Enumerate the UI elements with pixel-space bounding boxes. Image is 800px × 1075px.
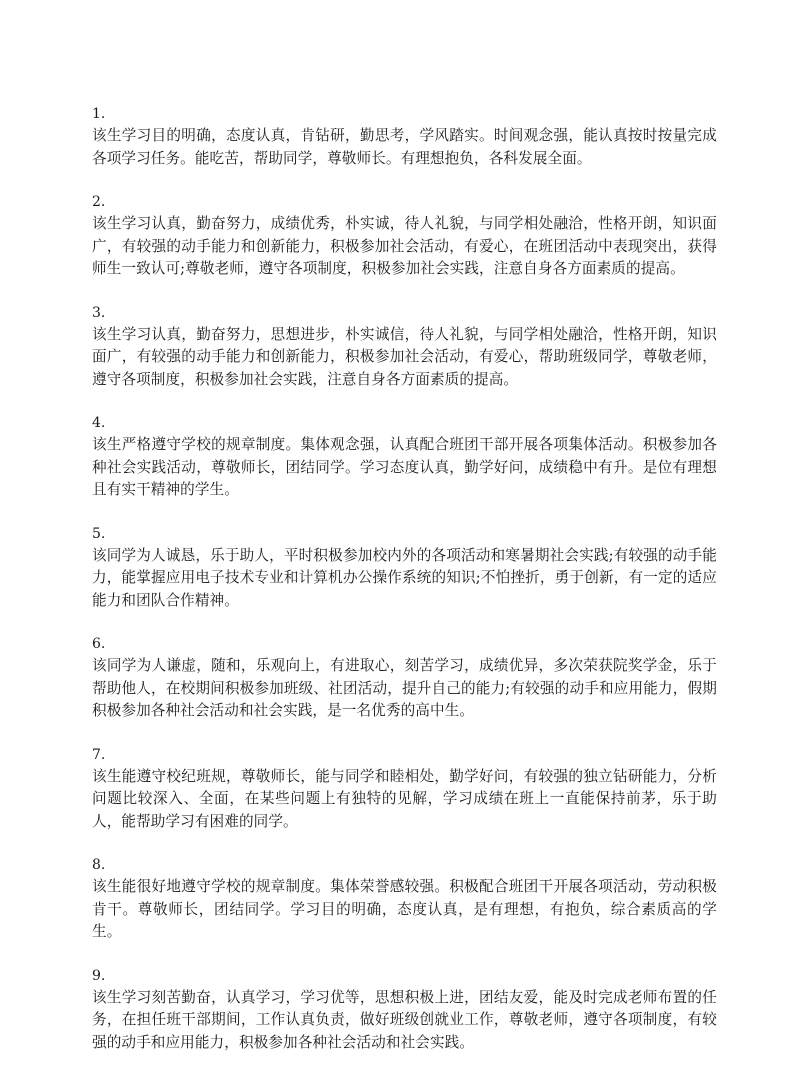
comment-entry-7 [92,744,717,834]
comment-entry-2 [92,191,717,281]
entry-text: 该生学习目的明确，态度认真，肯钻研，勤思考，学风踏实。时间观念强，能认真按时按量完成各项学习任务。能吃苦，帮助同学，尊敬师长。有理想抱负，各科发展全面。 [92,127,717,167]
entry-number: 2. [92,194,106,210]
comment-entry-4 [92,412,717,502]
entry-text: 该生能遵守校纪班规，尊敬师长，能与同学和睦相处，勤学好问，有较强的独立钻研能力，分析问题比较深入、全面，在某些问题上有独特的见解，学习成绩在班上一直能保持前茅，乐于助人，能帮助学习有困难的同学。 [92,767,717,830]
comment-entry-5 [92,523,717,613]
entry-number: 3. [92,304,106,321]
comment-entry-3 [92,302,717,392]
entry-number: 6. [92,636,106,652]
entry-text: 该生学习认真，勤奋努力，思想进步，朴实诚信，待人礼貌，与同学相处融洽，性格开朗，知识面广，有较强的动手能力和创新能力，积极参加社会活动，有爱心，帮助班级同学，尊敬老师，遵守各项制度，积极参加社会实践，注意自身各方面素质的提高。 [92,325,717,388]
entry-text: 该生严格遵守学校的规章制度。集体观念强，认真配合班团干部开展各项集体活动。积极参加各种社会实践活动，尊敬师长，团结同学。学习态度认真，勤学好问，成绩稳中有升。是位有理想且有实干精神的学生。 [92,436,717,498]
comment-entry-6 [92,633,717,723]
entry-text: 该生能很好地遵守学校的规章制度。集体荣誉感较强。积极配合班团干开展各项活动，劳动积极肯干。尊敬师长，团结同学。学习目的明确，态度认真，是有理想，有抱负，综合素质高的学生。 [92,878,717,940]
entry-number: 9. [92,967,106,984]
entry-text: 该生学习认真，勤奋努力，成绩优秀，朴实诚，待人礼貌，与同学相处融洽，性格开朗，知识面广，有较强的动手能力和创新能力，积极参加社会活动，有爱心，在班团活动中表现突出，获得师生一致认可;尊敬老师，遵守各项制度，积极参加社会实践，注意自身各方面素质的提高。 [92,215,717,277]
entry-text: 该同学为人谦虚，随和，乐观向上，有进取心，刻苦学习，成绩优异，多次荣获院奖学金，乐于帮助他人，在校期间积极参加班级、社团活动，提升自己的能力;有较强的动手和应用能力，假期积极参加各种社会活动和社会实践，是一名优秀的高中生。 [92,657,717,719]
comment-entry-1 [92,103,717,170]
document-page [92,103,717,1075]
comment-entry-9 [92,965,717,1055]
entry-number: 8. [92,857,106,873]
entry-number: 1. [92,106,106,122]
entry-number: 7. [92,746,106,763]
comment-entry-8 [92,854,717,944]
entry-text: 该生学习刻苦勤奋，认真学习，学习优等，思想积极上进，团结友爱，能及时完成老师布置的任务，在担任班干部期间，工作认真负责，做好班级创就业工作，尊敬老师，遵守各项制度，有较强的动手和应用能力，积极参加各种社会活动和社会实践。 [92,988,717,1051]
entry-number: 4. [92,415,106,431]
entry-number: 5. [92,525,106,542]
entry-text: 该同学为人诚恳，乐于助人，平时积极参加校内外的各项活动和寒暑期社会实践;有较强的动手能力，能掌握应用电子技术专业和计算机办公操作系统的知识;不怕挫折，勇于创新，有一定的适应能力和团队合作精神。 [92,546,717,609]
